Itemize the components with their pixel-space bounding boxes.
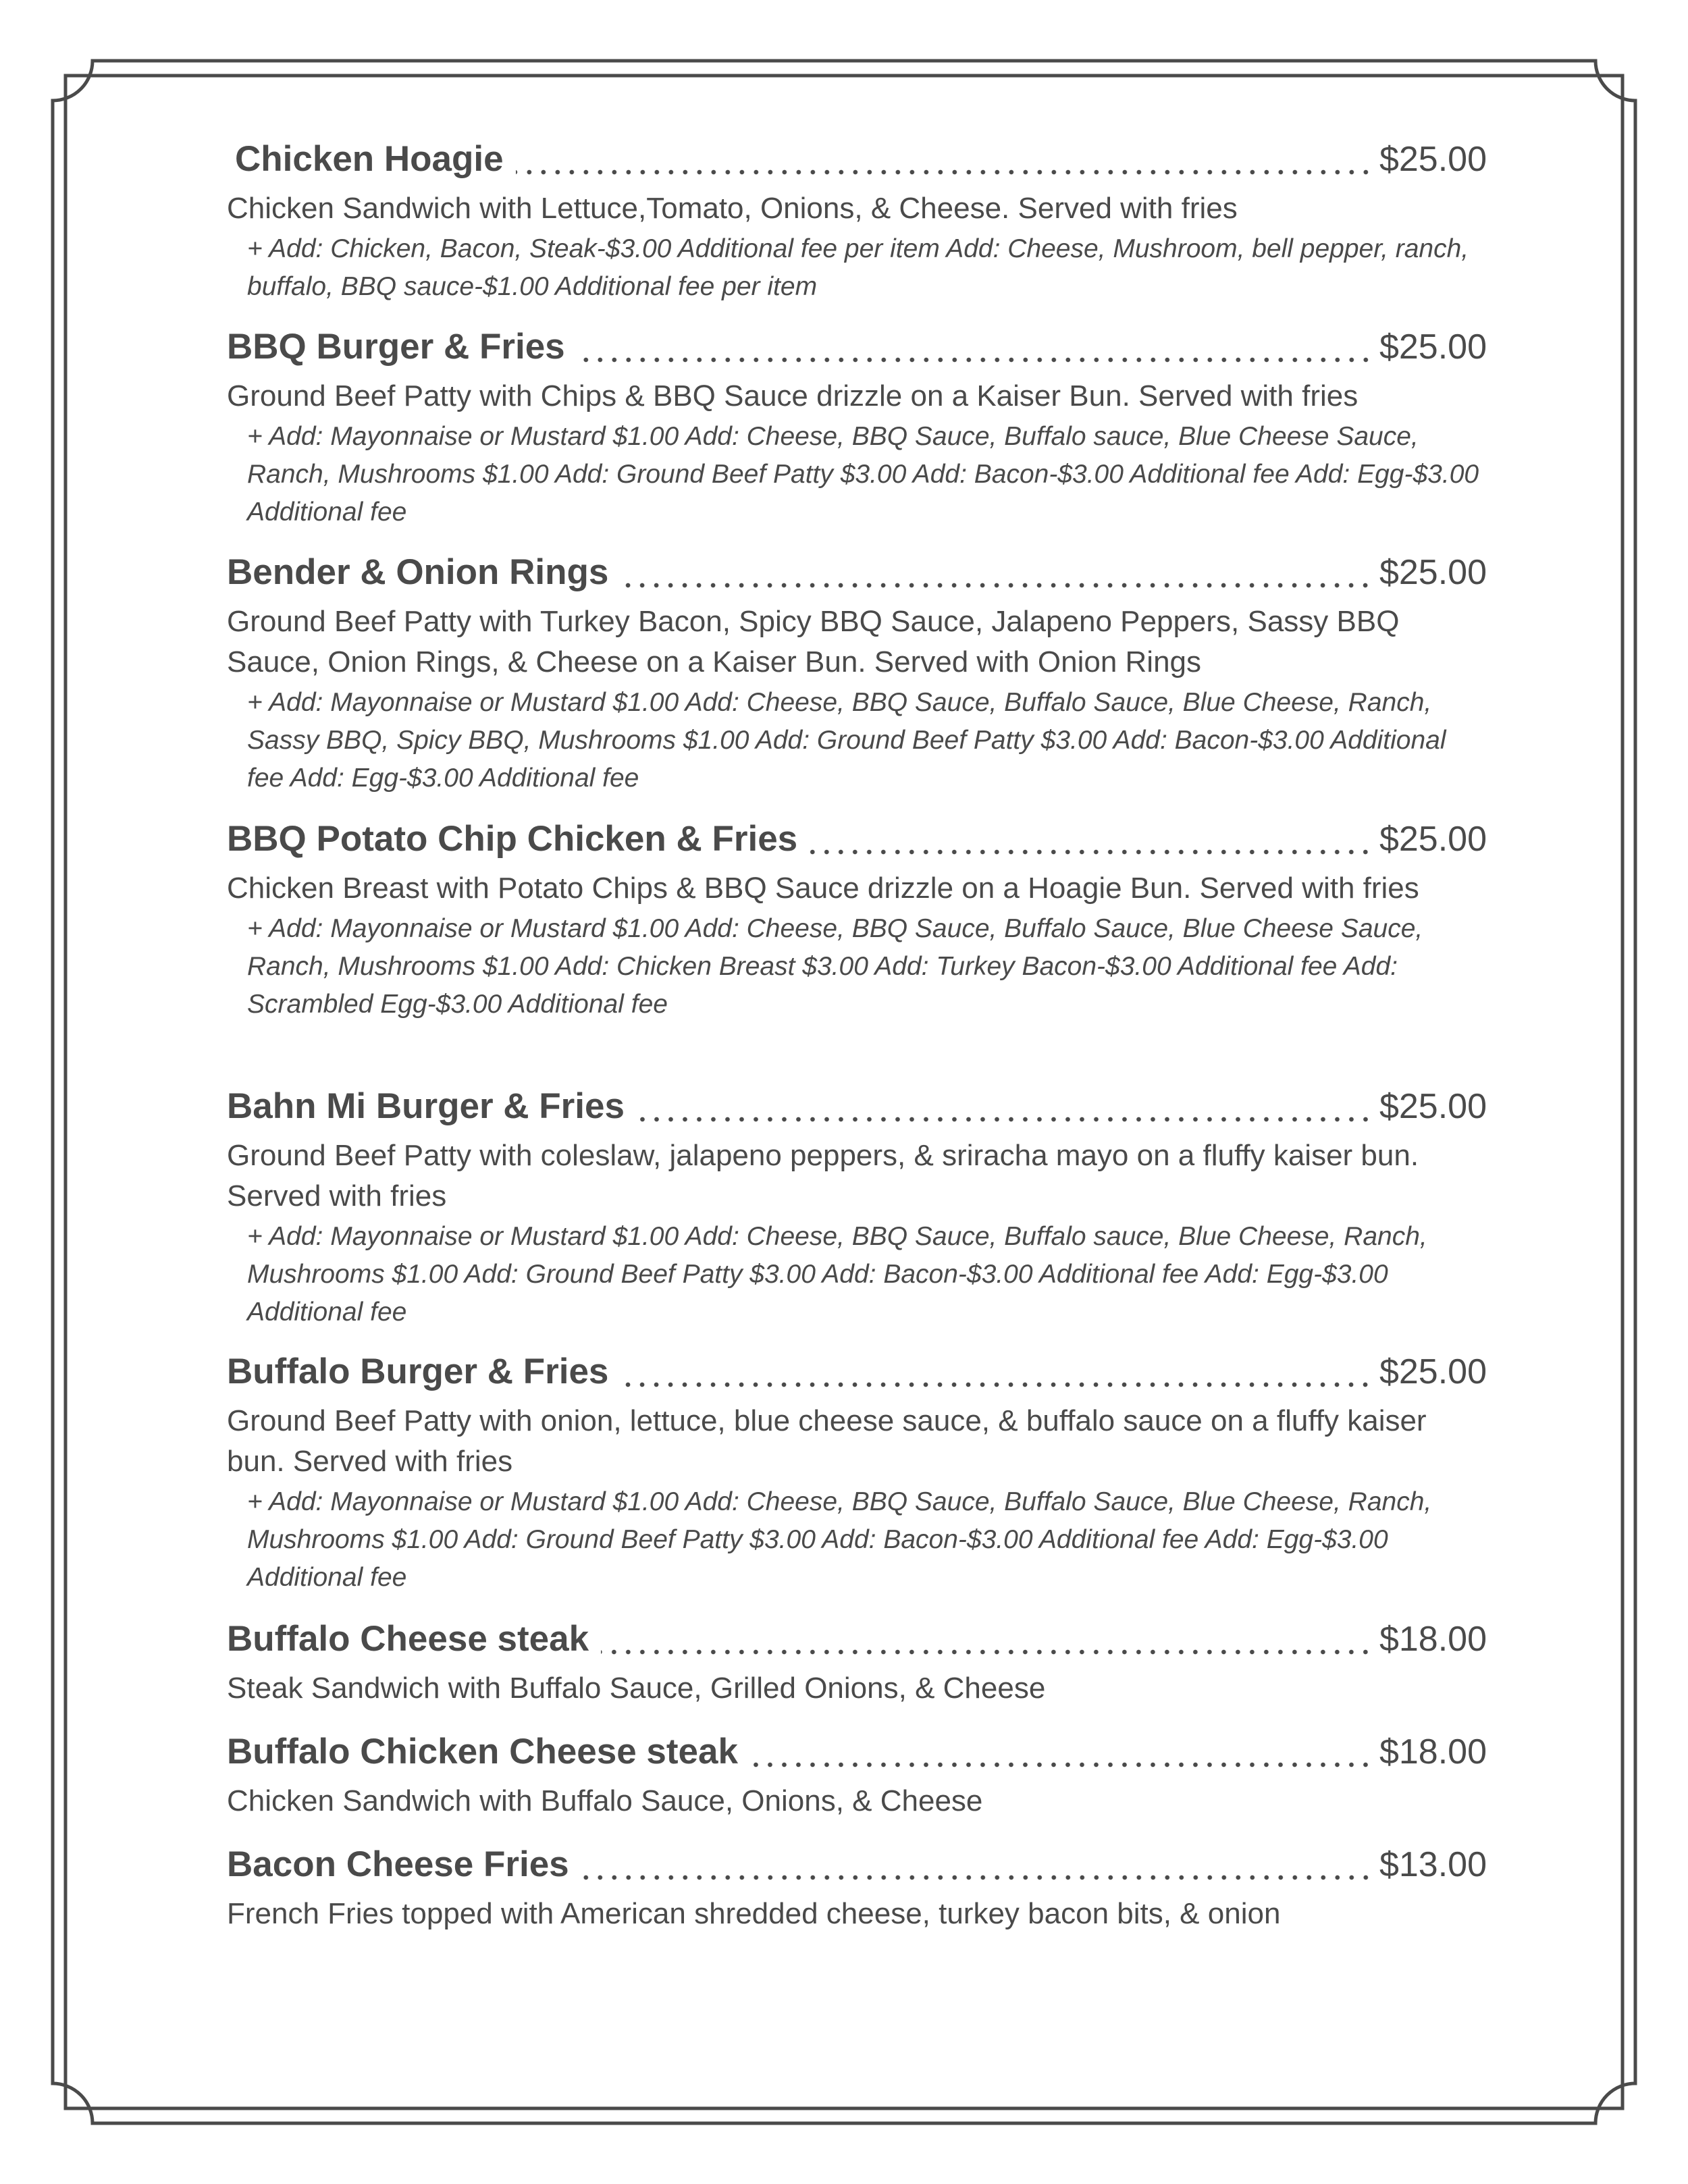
menu-item-description: Steak Sandwich with Buffalo Sauce, Grilled Onions, & Cheese — [227, 1672, 1046, 1705]
menu-item-price: $25.00 — [1379, 140, 1487, 179]
menu-item-description: Chicken Sandwich with Lettuce,Tomato, Onions, & Cheese. Served with fries — [227, 192, 1238, 225]
menu-item-title-row — [227, 326, 1487, 373]
menu-item-title-row — [227, 1351, 1487, 1398]
menu-item-price: $25.00 — [1379, 553, 1487, 592]
dot-leader — [581, 1875, 1373, 1880]
menu-item-addons: + Add: Mayonnaise or Mustard $1.00 Add: Cheese, BBQ Sauce, Buffalo Sauce, Blue Cheese Sauce, Ranch, Mushrooms $1.00 Add: Chicken Breast $3.00 Add: Turkey Bacon-$3.00 Additional fee Add: Scrambled Egg-$3.00 Additional fee — [247, 914, 1423, 1019]
menu-item-description: French Fries topped with American shredded cheese, turkey bacon bits, & onion — [227, 1897, 1281, 1930]
menu-item-name: Buffalo Burger & Fries — [227, 1352, 609, 1391]
dot-leader — [516, 169, 1373, 175]
menu-item — [227, 1731, 1487, 1821]
menu-item — [227, 326, 1487, 531]
menu-item-description: Ground Beef Patty with Chips & BBQ Sauce drizzle on a Kaiser Bun. Served with fries — [227, 379, 1359, 412]
dot-leader — [577, 357, 1373, 363]
dot-leader — [621, 1382, 1373, 1387]
menu-item-price: $18.00 — [1379, 1620, 1487, 1659]
menu-item-title-row — [227, 552, 1487, 599]
menu-item-title-row — [227, 1731, 1487, 1778]
menu-item-addons: + Add: Mayonnaise or Mustard $1.00 Add: Cheese, BBQ Sauce, Buffalo Sauce, Blue Cheese, Ranch, Mushrooms $1.00 Add: Ground Beef Patty $3.00 Add: Bacon-$3.00 Additional fee Add: Egg-$3.00 Additional fee — [247, 1487, 1432, 1592]
menu-item-price: $25.00 — [1379, 820, 1487, 859]
menu-item-description: Ground Beef Patty with onion, lettuce, blue cheese sauce, & buffalo sauce on a fluffy kaiser bun. Served with fries — [227, 1404, 1427, 1478]
menu-item-name: Buffalo Chicken Cheese steak — [227, 1732, 738, 1772]
menu-item-title-row — [227, 1086, 1487, 1133]
menu-item-name: Chicken Hoagie — [235, 139, 504, 179]
menu-item-description: Ground Beef Patty with coleslaw, jalapeno peppers, & sriracha mayo on a fluffy kaiser bun. Served with fries — [227, 1139, 1419, 1213]
menu-item-name: Buffalo Cheese steak — [227, 1619, 589, 1659]
menu-item-title-row — [227, 138, 1487, 186]
menu-item-addons: + Add: Chicken, Bacon, Steak-$3.00 Additional fee per item Add: Cheese, Mushroom, bell pepper, ranch, buffalo, BBQ sauce-$1.00 Additional fee per item — [247, 234, 1469, 301]
menu-item-title-row — [227, 1844, 1487, 1891]
menu-item-addons: + Add: Mayonnaise or Mustard $1.00 Add: Cheese, BBQ Sauce, Buffalo sauce, Blue Cheese, Ranch, Mushrooms $1.00 Add: Ground Beef Patty $3.00 Add: Bacon-$3.00 Additional fee Add: Egg-$3.00 Additional fee — [247, 1222, 1427, 1327]
menu-item-name: Bender & Onion Rings — [227, 552, 609, 592]
menu-item-name: BBQ Potato Chip Chicken & Fries — [227, 819, 798, 859]
menu-item-price: $25.00 — [1379, 1352, 1487, 1391]
menu-item-price: $13.00 — [1379, 1845, 1487, 1884]
menu-item-title-row — [227, 818, 1487, 865]
menu-item — [227, 1086, 1487, 1331]
menu-item-addons: + Add: Mayonnaise or Mustard $1.00 Add: Cheese, BBQ Sauce, Buffalo sauce, Blue Cheese Sauce, Ranch, Mushrooms $1.00 Add: Ground Beef Patty $3.00 Add: Bacon-$3.00 Additional fee Add: Egg-$3.00 Additional fee — [247, 422, 1479, 527]
menu-item-description: Chicken Sandwich with Buffalo Sauce, Onions, & Cheese — [227, 1784, 983, 1817]
menu-item-price: $18.00 — [1379, 1732, 1487, 1772]
menu-item — [227, 552, 1487, 797]
menu-item-title-row — [227, 1618, 1487, 1666]
dot-leader — [810, 849, 1373, 855]
menu-item — [227, 1844, 1487, 1934]
menu-item-addons: + Add: Mayonnaise or Mustard $1.00 Add: Cheese, BBQ Sauce, Buffalo Sauce, Blue Cheese, Ranch, Sassy BBQ, Spicy BBQ, Mushrooms $1.00 Add: Ground Beef Patty $3.00 Add: Bacon-$3.00 Additional fee Add: Egg-$3.00 Additional fee — [247, 688, 1446, 793]
dot-leader — [750, 1762, 1373, 1767]
menu-item — [227, 818, 1487, 1023]
menu-item-name: BBQ Burger & Fries — [227, 327, 565, 367]
menu-item — [227, 1351, 1487, 1597]
menu-item-price: $25.00 — [1379, 1087, 1487, 1126]
dot-leader — [637, 1117, 1373, 1122]
dot-leader — [621, 583, 1373, 588]
menu-item-name: Bacon Cheese Fries — [227, 1844, 569, 1884]
menu-item-description: Chicken Breast with Potato Chips & BBQ Sauce drizzle on a Hoagie Bun. Served with fries — [227, 872, 1419, 905]
menu-item-name: Bahn Mi Burger & Fries — [227, 1086, 625, 1126]
menu-item-description: Ground Beef Patty with Turkey Bacon, Spicy BBQ Sauce, Jalapeno Peppers, Sassy BBQ Sauce, Onion Rings, & Cheese on a Kaiser Bun. Served with Onion Rings — [227, 605, 1400, 678]
menu-item-price: $25.00 — [1379, 327, 1487, 367]
menu-item — [227, 1618, 1487, 1709]
dot-leader — [601, 1649, 1373, 1655]
menu-item — [227, 138, 1487, 306]
